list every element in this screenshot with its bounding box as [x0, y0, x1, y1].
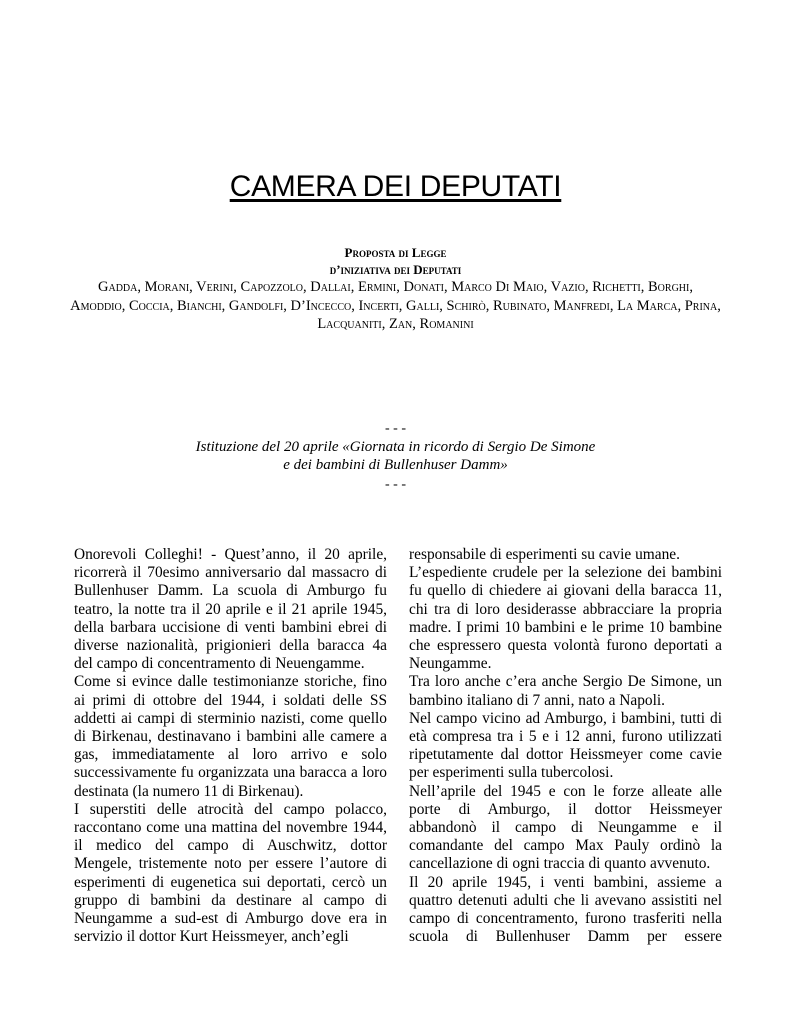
paragraph: Onorevoli Colleghi! - Quest’anno, il 20 aprile, ricorrerà il 70esimo anniversario dal massacro di Bullenhuser Damm. La scuola di Amburgo fu teatro, la notte tra il 20 aprile e il 21 aprile 1945, della barbara uccisione di venti bambini ebrei di diverse nazionalità, prigionieri della baracca 4a del campo di concentramento di Neuengamme. — [74, 546, 387, 673]
bill-type: Proposta di Legge — [344, 245, 447, 260]
separator-bottom: - - - — [385, 477, 406, 492]
page-title: CAMERA DEI DEPUTATI — [229, 170, 562, 203]
paragraph: Tra loro anche c’era anche Sergio De Simone, un bambino italiano di 7 anni, nato a Napoli. — [409, 673, 722, 709]
authors-list: Gadda, Morani, Verini, Capozzolo, Dallai, Ermini, Donati, Marco Di Maio, Vazio, Richetti, Borghi, Amoddio, Coccia, Bianchi, Gandolfi, D’Incecco, Incerti, Galli, Schirò, Rubinato, Manfredi, La Marca, Prina, Lacquaniti, Zan, Romanini — [70, 279, 721, 332]
paragraph: Nell’aprile del 1945 e con le forze alleate alle porte di Amburgo, il dottor Heissmeyer abbandonò il campo di Neungamme e il comandante del campo Max Pauly ordinò la cancellazione di ogni traccia di quanto avvenuto. — [409, 782, 722, 873]
paragraph: Nel campo vicino ad Amburgo, i bambini, tutti di età compresa tra i 5 e i 12 anni, furono utilizzati ripetutamente dal dottor Heissmeyer come cavie per esperimenti sulla tubercolosi. — [409, 709, 722, 782]
bill-subject-line1: Istituzione del 20 aprile «Giornata in ricordo di Sergio De Simone — [195, 439, 596, 455]
bill-initiative: d’iniziativa dei Deputati — [329, 262, 462, 277]
body-column-left — [74, 546, 387, 946]
paragraph: responsabile di esperimenti su cavie umane. — [409, 546, 680, 563]
paragraph: Il 20 aprile 1945, i venti bambini, assieme a quattro detenuti adulti che li avevano assistiti nel campo di concentramento, furono trasferiti nella scuola di Bullenhuser Damm per essere — [409, 873, 722, 946]
paragraph: I superstiti delle atrocità del campo polacco, raccontano come una mattina del novembre 1944, il medico del campo di Auschwitz, dottor Mengele, tristemente noto per essere l’autore di esperimenti di eugenetica sui deportati, cercò un gruppo di bambini da destinare al campo di Neungamme a sud-est di Amburgo dove era in servizio il dottor Kurt Heissmeyer, anch’egli — [74, 800, 387, 946]
paragraph: Come si evince dalle testimonianze storiche, fino ai primi di ottobre del 1944, i soldati delle SS addetti ai campi di sterminio nazisti, come quello di Birkenau, destinavano i bambini alle camere a gas, immediatamente al loro arrivo e solo successivamente fu organizzata una baracca a loro destinata (la numero 11 di Birkenau). — [74, 673, 387, 800]
body-column-right — [409, 546, 722, 946]
paragraph: L’espediente crudele per la selezione dei bambini fu quello di chiedere ai giovani della baracca 11, chi tra di loro desiderasse abbracciare la propria madre. I primi 10 bambini e le prime 10 bambine che espressero questa volontà furono deportati a Neungamme. — [409, 564, 722, 673]
bill-subject — [0, 438, 791, 474]
separator-top: - - - — [385, 421, 406, 436]
bill-heading — [0, 244, 791, 278]
bill-subject-line2: e dei bambini di Bullenhuser Damm» — [283, 457, 508, 473]
